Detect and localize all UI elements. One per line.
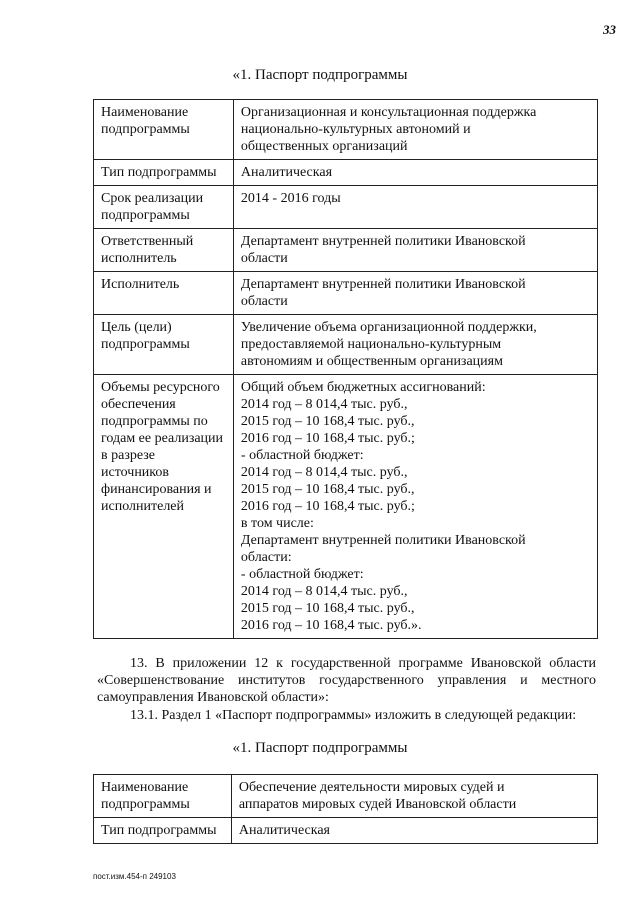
paragraph-13	[97, 655, 596, 706]
value-line: области	[240, 294, 288, 309]
value-line: национально-культурных автономий и	[240, 122, 471, 137]
value-line: 2014 год – 8 014,4 тыс. руб.,	[240, 584, 408, 599]
table-row	[94, 818, 598, 844]
value-line: - областной бюджет:	[240, 567, 364, 582]
row-value	[233, 315, 597, 375]
value-line: области:	[240, 550, 292, 565]
paragraph-13-1	[97, 707, 596, 724]
value-line: Департамент внутренней политики Ивановской	[240, 234, 526, 249]
label-line: обеспечения	[101, 397, 176, 412]
row-label	[94, 229, 234, 272]
value-line: области	[240, 251, 288, 266]
value-line: Организационная и консультационная поддержка	[240, 105, 537, 120]
row-label	[94, 100, 234, 160]
row-label	[94, 375, 234, 639]
label-line: финансирования и	[101, 482, 212, 497]
table-row	[94, 315, 598, 375]
row-value	[233, 375, 597, 639]
row-label	[94, 818, 232, 844]
table-row	[94, 100, 598, 160]
label-line: Цель (цели)	[101, 320, 172, 335]
passport-2-title: «1. Паспорт подпрограммы	[232, 740, 408, 756]
label-line: Ответственный	[101, 234, 194, 249]
label-line: Объемы ресурсного	[101, 380, 220, 395]
label-line: Тип подпрограммы	[101, 165, 217, 180]
label-line: подпрограммы по	[101, 414, 208, 429]
label-line: подпрограммы	[101, 337, 190, 352]
table-row	[94, 229, 598, 272]
row-value	[233, 160, 597, 186]
label-line: в разрезе	[101, 448, 155, 463]
label-line: подпрограммы	[101, 208, 190, 223]
value-line: 2016 год – 10 168,4 тыс. руб.;	[240, 431, 415, 446]
paragraph-13-1-text: 13.1. Раздел 1 «Паспорт подпрограммы» изложить в следующей редакции:	[130, 708, 577, 723]
page-number: 33	[603, 22, 616, 37]
row-value	[233, 186, 597, 229]
value-line: - областной бюджет:	[240, 448, 364, 463]
value-line: аппаратов мировых судей Ивановской области	[238, 797, 517, 812]
label-line: Срок реализации	[101, 191, 204, 206]
table-row	[94, 775, 598, 818]
row-label	[94, 272, 234, 315]
value-line: Департамент внутренней политики Ивановской	[240, 533, 526, 548]
label-line: Исполнитель	[101, 277, 180, 292]
passport-1-title: «1. Паспорт подпрограммы	[232, 67, 408, 83]
row-label	[94, 160, 234, 186]
label-line: Наименование	[101, 105, 189, 120]
value-line: 2014 год – 8 014,4 тыс. руб.,	[240, 465, 408, 480]
label-line: Тип подпрограммы	[101, 823, 217, 838]
table-row	[94, 186, 598, 229]
value-line: 2016 год – 10 168,4 тыс. руб.».	[240, 618, 422, 633]
table-row	[94, 272, 598, 315]
footer-code: пост.изм.454-п 249103	[93, 872, 176, 881]
value-line: Увеличение объема организационной поддержки,	[240, 320, 537, 335]
value-line: Обеспечение деятельности мировых судей и	[238, 780, 505, 795]
row-value	[233, 229, 597, 272]
value-line: в том числе:	[240, 516, 314, 531]
value-line: общественных организаций	[240, 139, 408, 154]
row-label	[94, 775, 232, 818]
passport-2-table	[93, 774, 598, 844]
value-line: 2015 год – 10 168,4 тыс. руб.,	[240, 482, 415, 497]
value-line: 2015 год – 10 168,4 тыс. руб.,	[240, 414, 415, 429]
label-line: источников	[101, 465, 170, 480]
label-line: Наименование	[101, 780, 189, 795]
table-row	[94, 375, 598, 639]
row-label	[94, 315, 234, 375]
label-line: подпрограммы	[101, 797, 190, 812]
value-line: Департамент внутренней политики Ивановской	[240, 277, 526, 292]
value-line: 2016 год – 10 168,4 тыс. руб.;	[240, 499, 415, 514]
value-line: Аналитическая	[238, 823, 330, 838]
row-label	[94, 186, 234, 229]
paragraph-13-text: 13. В приложении 12 к государственной программе Ивановской области «Совершенствование институтов государственного управления и местного самоуправления Ивановской области»:	[97, 656, 596, 705]
row-value	[233, 100, 597, 160]
label-line: годам ее реализации	[101, 431, 224, 446]
label-line: исполнителей	[101, 499, 185, 514]
passport-1-table	[93, 99, 598, 639]
row-value	[233, 272, 597, 315]
value-line: 2015 год – 10 168,4 тыс. руб.,	[240, 601, 415, 616]
value-line: предоставляемой национально-культурным	[240, 337, 502, 352]
value-line: автономиям и общественным организациям	[240, 354, 503, 369]
table-row	[94, 160, 598, 186]
label-line: подпрограммы	[101, 122, 190, 137]
value-line: 2014 - 2016 годы	[240, 191, 341, 206]
label-line: исполнитель	[101, 251, 177, 266]
value-line: Общий объем бюджетных ассигнований:	[240, 380, 486, 395]
value-line: 2014 год – 8 014,4 тыс. руб.,	[240, 397, 408, 412]
value-line: Аналитическая	[240, 165, 333, 180]
row-value	[231, 818, 597, 844]
row-value	[231, 775, 597, 818]
